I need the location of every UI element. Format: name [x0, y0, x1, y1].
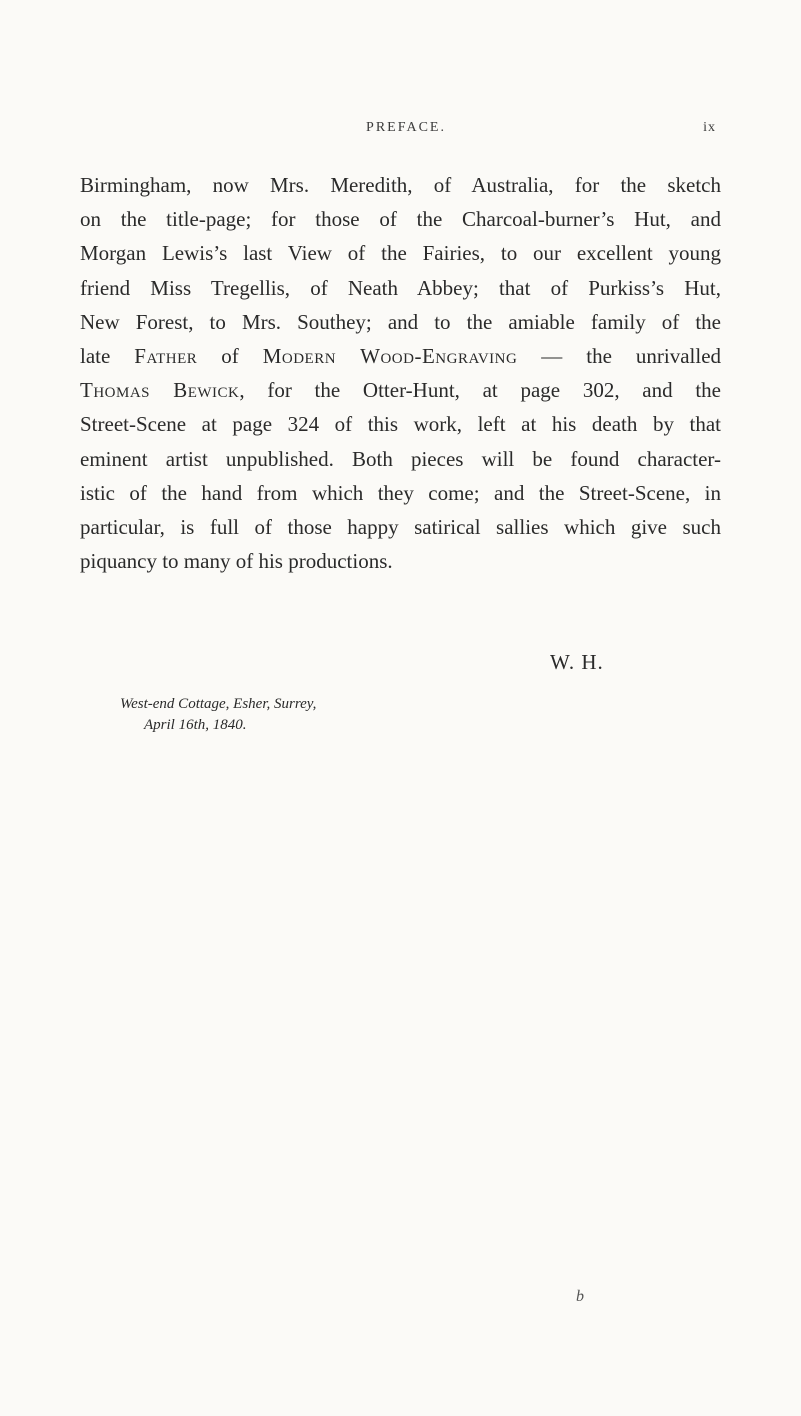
text-line-8: Street-Scene at page 324 of this work, left at his death by that	[80, 412, 721, 437]
text-line-6-before: late	[80, 343, 135, 368]
small-caps-thomas-bewick: Thomas Bewick	[80, 378, 240, 403]
dateline-place: West-end Cottage, Esher, Surrey,	[120, 696, 317, 712]
text-line-1: Birmingham, now Mrs. Meredith, of Australia, for the sketch	[80, 173, 721, 197]
text-line-5: New Forest, to Mrs. Southey; and to the amiable family of the	[80, 309, 721, 334]
body-paragraph	[80, 168, 721, 578]
text-line-6-mid: of	[197, 343, 263, 368]
printer-signature-mark: b	[576, 1288, 584, 1305]
dateline-date: April 16th, 1840.	[144, 717, 247, 733]
text-line-6-after: — the unrivalled	[517, 343, 722, 368]
text-line-4: friend Miss Tregellis, of Neath Abbey; that of Purkiss’s Hut,	[80, 275, 721, 300]
text-line-6	[80, 339, 721, 373]
text-line-9: eminent artist unpublished. Both pieces will be found character-	[80, 446, 721, 471]
text-line-11: particular, is full of those happy satirical sallies which give such	[80, 514, 721, 539]
small-caps-father: Father	[134, 343, 198, 368]
text-line-2: on the title-page; for those of the Charcoal-burner’s Hut, and	[80, 207, 721, 232]
running-title: PREFACE.	[366, 120, 446, 135]
text-line-12: piquancy to many of his productions.	[80, 549, 393, 574]
author-initials: W. H.	[550, 650, 604, 674]
running-head	[96, 120, 716, 142]
text-line-7	[80, 373, 721, 407]
page-number: ix	[703, 120, 716, 135]
text-line-10: istic of the hand from which they come; and the Street-Scene, in	[80, 480, 721, 505]
text-line-7-after: , for the Otter-Hunt, at page 302, and the	[239, 378, 721, 403]
dateline	[120, 694, 316, 736]
text-line-3: Morgan Lewis’s last View of the Fairies, to our excellent young	[80, 241, 721, 266]
small-caps-modern-wood-engraving: Modern Wood-Engraving	[262, 343, 518, 368]
